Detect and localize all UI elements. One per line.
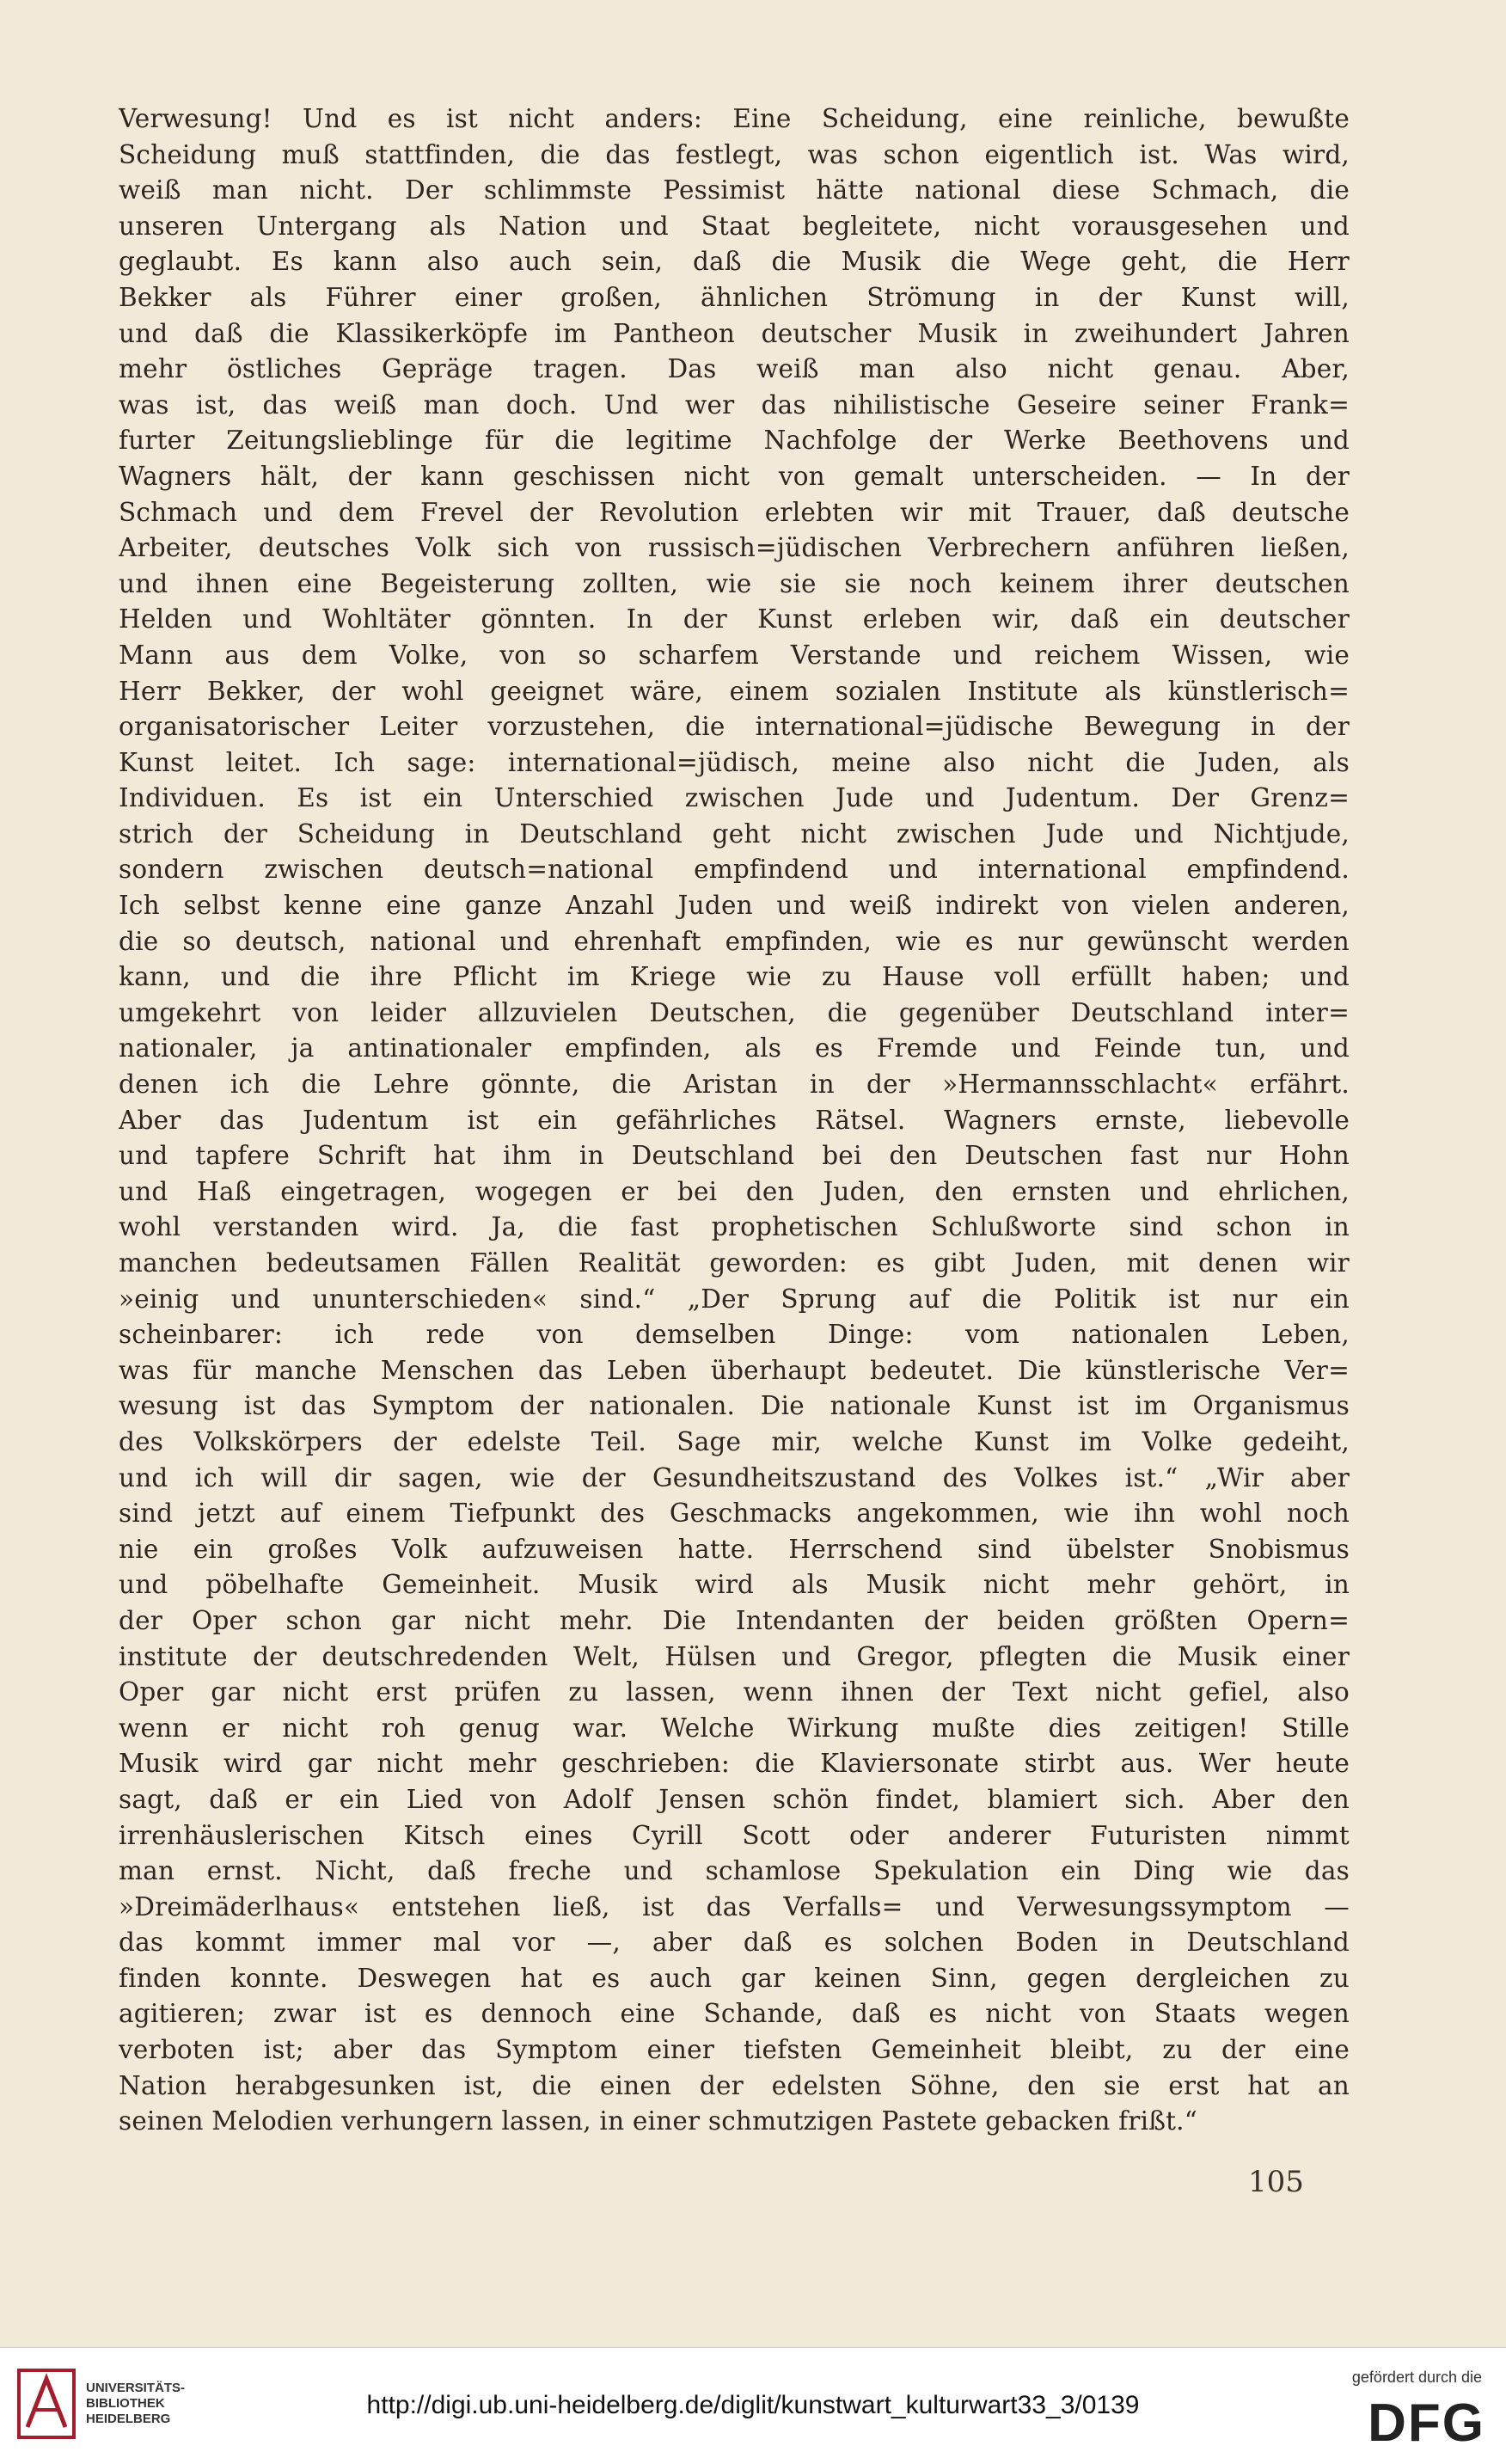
text-line: sagt, daß er ein Lied von Adolf Jensen schön findet, blamiert sich. Aber den (119, 1784, 1350, 1814)
text-line: wesung ist das Symptom der nationalen. Die nationale Kunst ist im Organismus (119, 1391, 1350, 1421)
institution-name: UNIVERSITÄTS- BIBLIOTHEK HEIDELBERG (86, 2381, 186, 2426)
text-line: seinen Melodien verhungern lassen, in einer schmutzigen Pastete gebacken frißt.“ (119, 2106, 1198, 2136)
text-line: Nation herabgesunken ist, die einen der edelsten Söhne, den sie erst hat an (119, 2070, 1350, 2100)
text-line: geglaubt. Es kann also auch sein, daß die Musik die Wege geht, die Herr (119, 247, 1350, 277)
text-line: der Oper schon gar nicht mehr. Die Intendanten der beiden größten Opern= (119, 1605, 1350, 1635)
text-line: manchen bedeutsamen Fällen Realität geworden: es gibt Juden, mit denen wir (119, 1248, 1350, 1278)
funding-label: gefördert durch die (1351, 2369, 1482, 2386)
text-line: Aber das Judentum ist ein gefährliches Rätsel. Wagners ernste, liebevolle (119, 1105, 1350, 1135)
text-line: Oper gar nicht erst prüfen zu lassen, wenn ihnen der Text nicht gefiel, also (119, 1677, 1350, 1707)
text-line: denen ich die Lehre gönnte, die Aristan in der »Hermannsschlacht« erfährt. (119, 1070, 1350, 1100)
text-line: mehr östliches Gepräge tragen. Das weiß man also nicht genau. Aber, (119, 354, 1350, 384)
text-line: was ist, das weiß man doch. Und wer das nihilistische Geseire seiner Frank= (119, 389, 1350, 420)
text-line: und tapfere Schrift hat ihm in Deutschland bei den Deutschen fast nur Hohn (119, 1141, 1350, 1171)
text-line: irrenhäuslerischen Kitsch eines Cyrill Scott oder anderer Futuristen nimmt (119, 1820, 1350, 1850)
text-line: das kommt immer mal vor —, aber daß es solchen Boden in Deutschland (119, 1928, 1350, 1958)
text-line: Bekker als Führer einer großen, ähnlichen Strömung in der Kunst will, (119, 282, 1350, 312)
text-line: wenn er nicht roh genug war. Welche Wirkung mußte dies zeitigen! Stille (119, 1713, 1350, 1743)
text-line: organisatorischer Leiter vorzustehen, die international=jüdische Bewegung in der (119, 712, 1350, 742)
text-line: finden konnte. Deswegen hat es auch gar keinen Sinn, gegen dergleichen zu (119, 1963, 1350, 1993)
text-line: sind jetzt auf einem Tiefpunkt des Geschmacks angekommen, wie ihn wohl noch (119, 1499, 1350, 1529)
page-number: 105 (1248, 2165, 1304, 2199)
text-line: Musik wird gar nicht mehr geschrieben: die Klaviersonate stirbt aus. Wer heute (119, 1749, 1350, 1779)
text-line: Herr Bekker, der wohl geeignet wäre, einem sozialen Institute als künstlerisch= (119, 676, 1350, 706)
text-line: wohl verstanden wird. Ja, die fast prophetischen Schlußworte sind schon in (119, 1212, 1350, 1242)
footer-bar (0, 2347, 1506, 2464)
text-line: furter Zeitungslieblinge für die legitime Nachfolge der Werke Beethovens und (119, 426, 1350, 456)
text-line: Scheidung muß stattfinden, die das festlegt, was schon eigentlich ist. Was wird, (119, 139, 1350, 169)
text-line: die so deutsch, national und ehrenhaft empfinden, wie es nur gewünscht werden (119, 926, 1350, 956)
text-line: Verwesung! Und es ist nicht anders: Eine Scheidung, eine reinliche, bewußte (119, 104, 1350, 133)
text-line: scheinbarer: ich rede von demselben Dinge: vom nationalen Leben, (119, 1320, 1350, 1350)
text-line: und Haß eingetragen, wogegen er bei den Juden, den ernsten und ehrlichen, (119, 1176, 1350, 1206)
text-line: sondern zwischen deutsch=national empfindend und international empfindend. (119, 855, 1350, 885)
text-line: Ich selbst kenne eine ganze Anzahl Juden und weiß indirekt von vielen anderen, (119, 891, 1350, 921)
body-text (119, 101, 1350, 2140)
text-line: Mann aus dem Volke, von so scharfem Verstande und reichem Wissen, wie (119, 640, 1350, 670)
text-line: und ihnen eine Begeisterung zollten, wie sie sie noch keinem ihrer deutschen (119, 568, 1350, 598)
text-line: Arbeiter, deutsches Volk sich von russisch=jüdischen Verbrechern anführen ließen, (119, 533, 1350, 563)
text-line: »einig und ununterschieden« sind.“ „Der Sprung auf die Politik ist nur ein (119, 1284, 1350, 1314)
text-line: umgekehrt von leider allzuvielen Deutschen, die gegenüber Deutschland inter= (119, 997, 1350, 1027)
text-line: unseren Untergang als Nation und Staat begleitete, nicht vorausgesehen und (119, 211, 1350, 241)
text-line: institute der deutschredenden Welt, Hülsen und Gregor, pflegten die Musik einer (119, 1641, 1350, 1671)
text-line: weiß man nicht. Der schlimmste Pessimist hätte national diese Schmach, die (119, 175, 1350, 205)
text-line: und ich will dir sagen, wie der Gesundheitszustand des Volkes ist.“ „Wir aber (119, 1462, 1350, 1492)
text-line: und pöbelhafte Gemeinheit. Musik wird als Musik nicht mehr gehört, in (119, 1570, 1350, 1600)
text-line: Helden und Wohltäter gönnten. In der Kunst erleben wir, daß ein deutscher (119, 604, 1350, 634)
text-line: kann, und die ihre Pflicht im Kriege wie zu Hause voll erfüllt haben; und (119, 962, 1350, 992)
text-line: Schmach und dem Frevel der Revolution erlebten wir mit Trauer, daß deutsche (119, 497, 1350, 527)
text-line: verboten ist; aber das Symptom einer tiefsten Gemeinheit bleibt, zu der eine (119, 2035, 1350, 2065)
text-line: nationaler, ja antinationaler empfinden, als es Fremde und Feinde tun, und (119, 1033, 1350, 1063)
source-url-link[interactable]: http://digi.ub.uni-heidelberg.de/diglit/kunstwart_kulturwart33_3/0139 (366, 2391, 1140, 2419)
text-line: strich der Scheidung in Deutschland geht nicht zwischen Jude und Nichtjude, (119, 818, 1350, 849)
text-line: des Volkskörpers der edelste Teil. Sage mir, welche Kunst im Volke gedeiht, (119, 1426, 1350, 1456)
text-line: Individuen. Es ist ein Unterschied zwischen Jude und Judentum. Der Grenz= (119, 783, 1350, 813)
text-line: man ernst. Nicht, daß freche und schamlose Spekulation ein Ding wie das (119, 1856, 1350, 1886)
text-line: Wagners hält, der kann geschissen nicht von gemalt unterscheiden. — In der (119, 461, 1350, 491)
text-line: nie ein großes Volk aufzuweisen hatte. Herrschend sind übelster Snobismus (119, 1534, 1350, 1564)
dfg-logo[interactable]: DFG (1368, 2394, 1485, 2453)
text-line: Kunst leitet. Ich sage: international=jüdisch, meine also nicht die Juden, als (119, 747, 1350, 777)
text-line: »Dreimäderlhaus« entstehen ließ, ist das Verfalls= und Verwesungssymptom — (119, 1891, 1350, 1922)
text-line: und daß die Klassikerköpfe im Pantheon deutscher Musik in zweihundert Jahren (119, 318, 1350, 348)
text-line: agitieren; zwar ist es dennoch eine Schande, daß es nicht von Staats wegen (119, 1999, 1350, 2029)
text-line: was für manche Menschen das Leben überhaupt bedeutet. Die künstlerische Ver= (119, 1355, 1350, 1385)
